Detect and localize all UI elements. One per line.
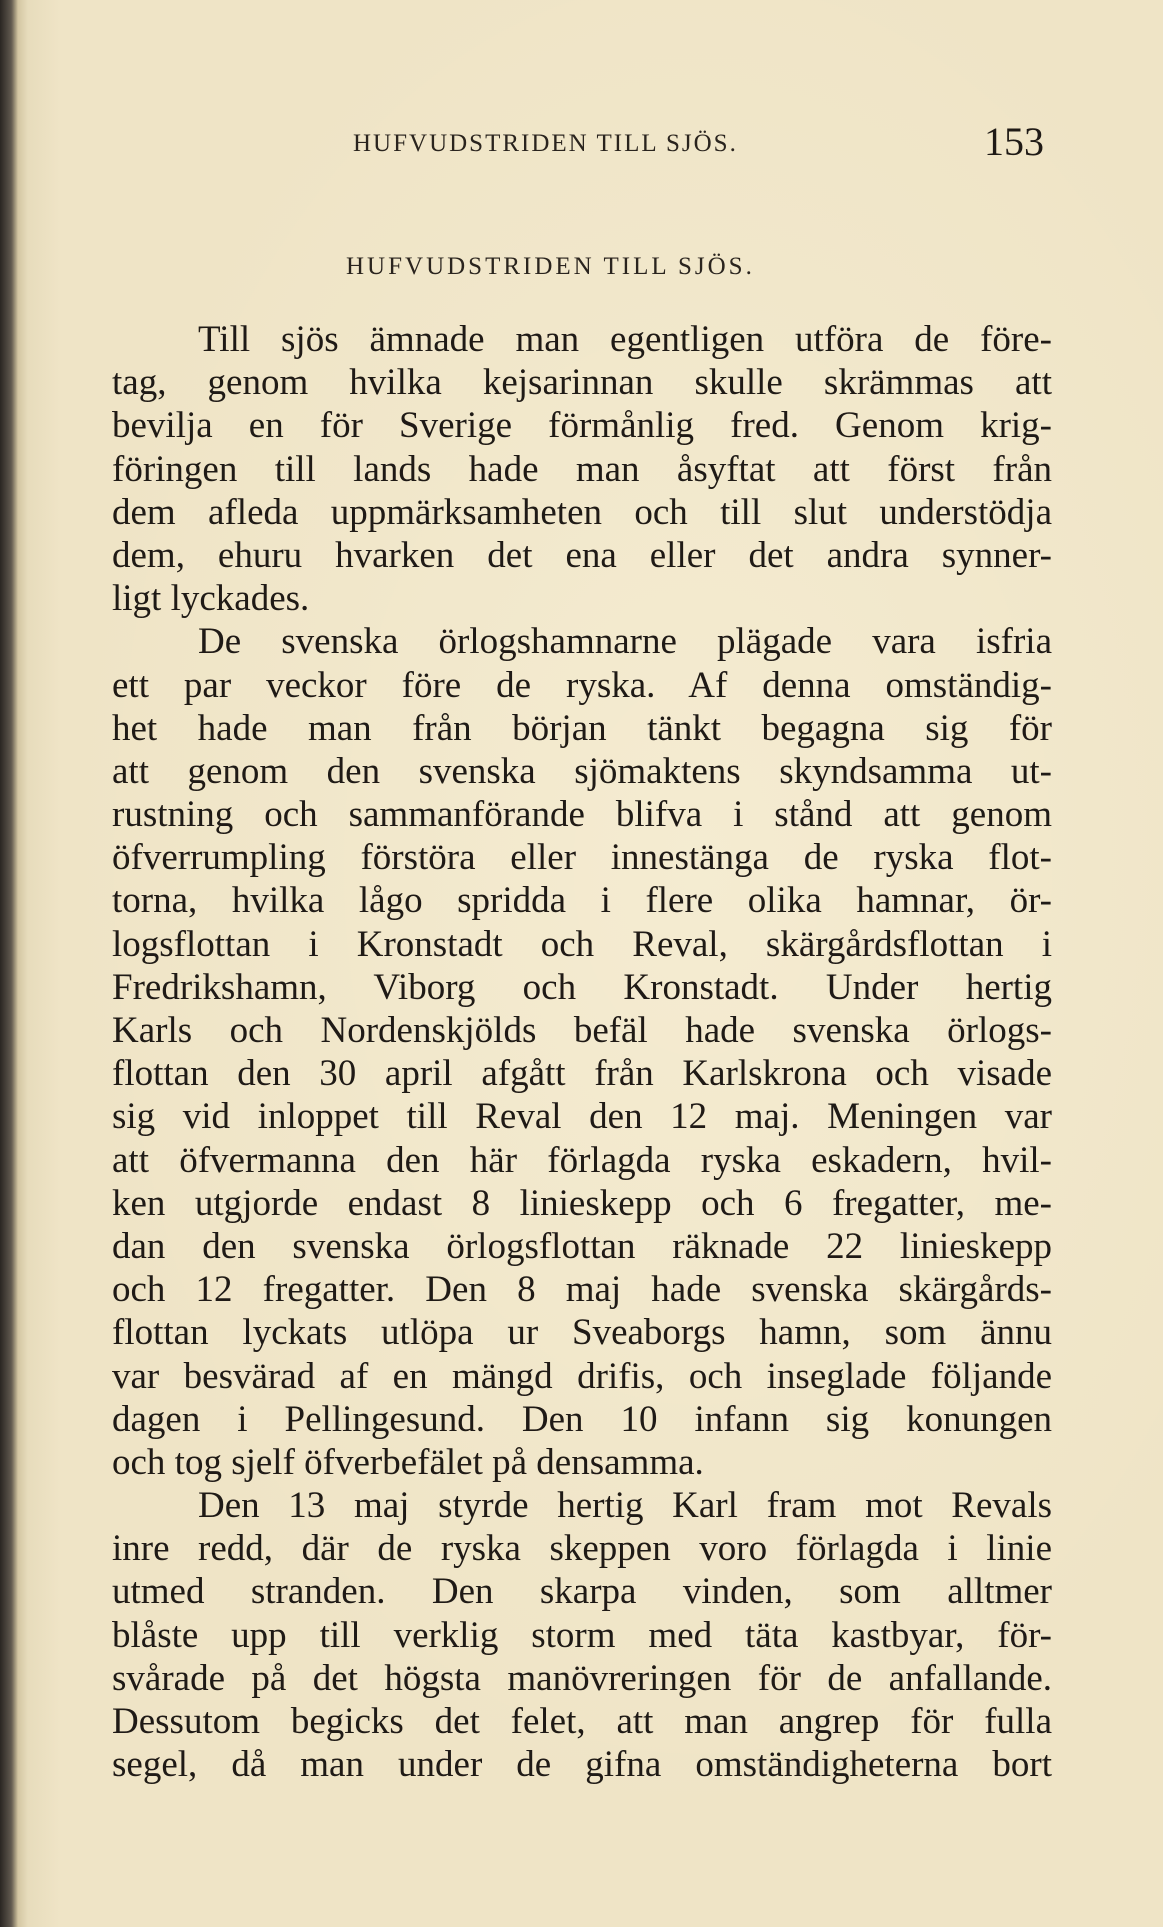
text-line: Dessutom begicks det felet, att man angrep för fulla	[112, 1701, 1052, 1742]
text-line: ligt lyckades.	[112, 578, 310, 620]
text-line: att genom den svenska sjömaktens skyndsamma ut-	[112, 750, 1052, 792]
body-text	[112, 318, 1052, 1786]
text-line: och tog sjelf öfverbefälet på densamma.	[112, 1441, 704, 1483]
text-line: svårade på det högsta manövreringen för de anfallande.	[112, 1657, 1052, 1699]
section-title: HUFVUDSTRIDEN TILL SJÖS.	[346, 253, 755, 280]
text-line: bevilja en för Sverige förmånlig fred. Genom krig-	[112, 405, 1052, 447]
text-line: Den 13 maj styrde hertig Karl fram mot Revals	[198, 1485, 1052, 1527]
text-line: dem afleda uppmärksamheten och till slut understödja	[112, 491, 1052, 533]
text-line: flottan lyckats utlöpa ur Sveaborgs hamn, som ännu	[112, 1312, 1052, 1354]
text-line: Karls och Nordenskjölds befäl hade svenska örlogs-	[112, 1010, 1052, 1051]
text-line: rustning och sammanförande blifva i stånd att genom	[112, 794, 1052, 836]
text-line: De svenska örlogshamnarne plägade vara isfria	[198, 621, 1052, 663]
text-line: öfverrumpling förstöra eller innestänga de ryska flot-	[112, 837, 1052, 879]
text-line: ken utgjorde endast 8 linieskepp och 6 fregatter, me-	[112, 1182, 1052, 1224]
text-line: att öfvermanna den här förlagda ryska eskadern, hvil-	[112, 1139, 1052, 1181]
running-header: HUFVUDSTRIDEN TILL SJÖS.	[353, 130, 738, 157]
text-line: blåste upp till verklig storm med täta kastbyar, för-	[112, 1614, 1052, 1656]
binding-shadow	[0, 0, 18, 1927]
text-line: utmed stranden. Den skarpa vinden, som alltmer	[112, 1571, 1052, 1613]
text-line: dem, ehuru hvarken det ena eller det andra synner-	[112, 534, 1052, 576]
text-line: het hade man från början tänkt begagna sig för	[112, 707, 1052, 749]
text-line: segel, då man under de gifna omständigheterna bort	[112, 1744, 1052, 1786]
text-line: dan den svenska örlogsflottan räknade 22 linieskepp	[112, 1225, 1052, 1267]
text-line: dagen i Pellingesund. Den 10 infann sig konungen	[112, 1398, 1052, 1440]
text-line: ett par veckor före de ryska. Af denna omständig-	[112, 664, 1052, 706]
text-line: logsflottan i Kronstadt och Reval, skärgårdsflottan i	[112, 923, 1052, 965]
text-line: och 12 fregatter. Den 8 maj hade svenska skärgårds-	[112, 1269, 1052, 1311]
text-line: inre redd, där de ryska skeppen voro förlagda i linie	[112, 1528, 1052, 1570]
page-number: 153	[984, 119, 1044, 164]
text-line: Till sjös ämnade man egentligen utföra de före-	[198, 319, 1052, 360]
text-line: sig vid inloppet till Reval den 12 maj. Meningen var	[112, 1096, 1052, 1138]
text-line: föringen till lands hade man åsyftat att först från	[112, 448, 1052, 490]
text-line: var besvärad af en mängd drifis, och inseglade följande	[112, 1355, 1052, 1397]
text-line: Fredrikshamn, Viborg och Kronstadt. Under hertig	[112, 966, 1052, 1008]
text-line: tag, genom hvilka kejsarinnan skulle skrämmas att	[112, 362, 1052, 404]
text-line: torna, hvilka lågo spridda i flere olika hamnar, ör-	[112, 880, 1052, 922]
text-line: flottan den 30 april afgått från Karlskrona och visade	[112, 1053, 1052, 1095]
